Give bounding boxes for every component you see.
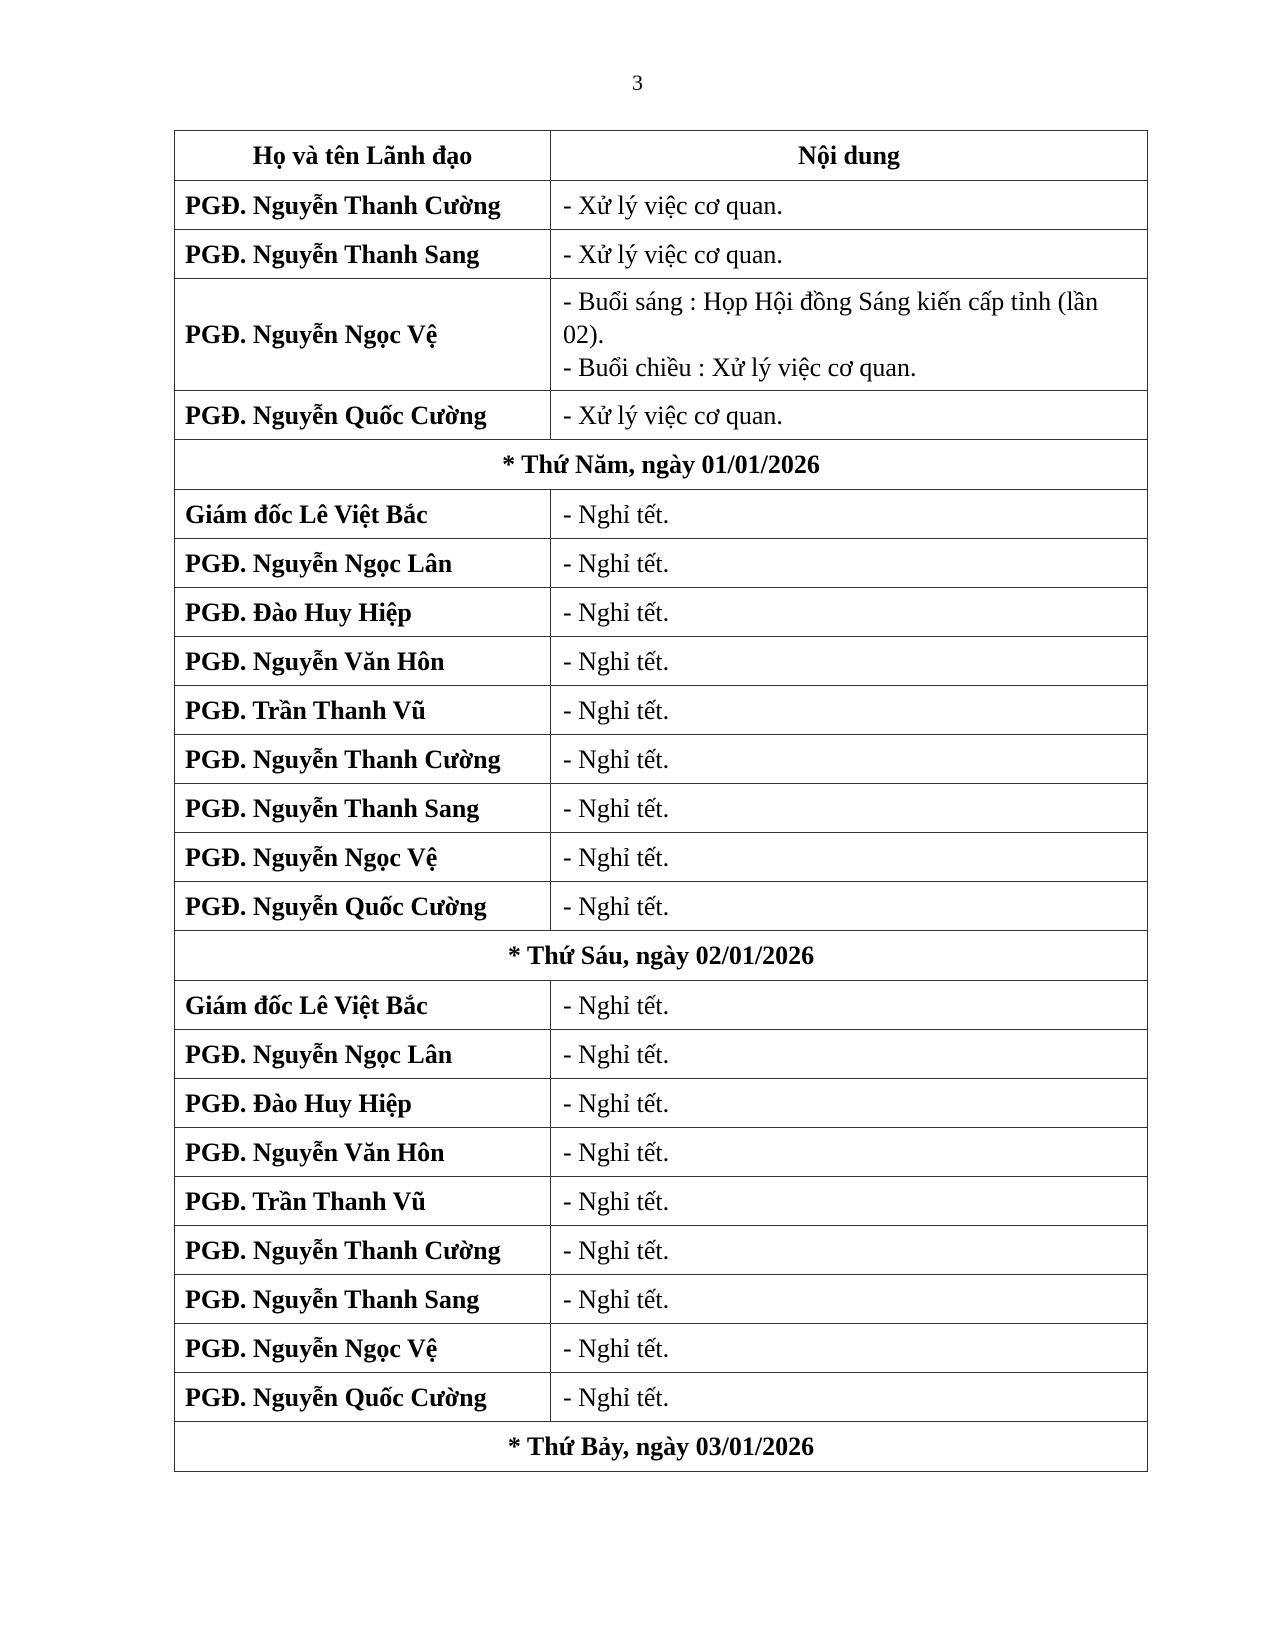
schedule-content xyxy=(551,279,1148,391)
page-number: 3 xyxy=(632,70,643,95)
content-line: - Nghỉ tết. xyxy=(563,1088,670,1118)
table-row xyxy=(175,1226,1148,1275)
schedule-content xyxy=(551,981,1148,1030)
table-row xyxy=(175,1373,1148,1422)
schedule-content xyxy=(551,539,1148,588)
schedule-content xyxy=(551,1324,1148,1373)
leader-name: PGĐ. Nguyễn Ngọc Vệ xyxy=(175,833,551,882)
table-row xyxy=(175,833,1148,882)
content-line: - Nghỉ tết. xyxy=(563,548,670,578)
table-row xyxy=(175,686,1148,735)
leader-name: PGĐ. Nguyễn Thanh Sang xyxy=(175,1275,551,1324)
content-line: - Xử lý việc cơ quan. xyxy=(563,239,783,269)
schedule-content xyxy=(551,833,1148,882)
schedule-content xyxy=(551,230,1148,279)
table-row xyxy=(175,1177,1148,1226)
table-row xyxy=(175,1030,1148,1079)
day-title: * Thứ Năm, ngày 01/01/2026 xyxy=(175,440,1148,490)
leader-name: PGĐ. Trần Thanh Vũ xyxy=(175,1177,551,1226)
day-title: * Thứ Bảy, ngày 03/01/2026 xyxy=(175,1422,1148,1472)
leader-name: PGĐ. Nguyễn Văn Hôn xyxy=(175,637,551,686)
day-title: * Thứ Sáu, ngày 02/01/2026 xyxy=(175,931,1148,981)
schedule-content xyxy=(551,637,1148,686)
leader-name: PGĐ. Nguyễn Quốc Cường xyxy=(175,391,551,440)
schedule-content xyxy=(551,1030,1148,1079)
schedule-content xyxy=(551,1177,1148,1226)
table-row xyxy=(175,181,1148,230)
leader-name: PGĐ. Nguyễn Thanh Sang xyxy=(175,784,551,833)
table-row xyxy=(175,588,1148,637)
table-row xyxy=(175,279,1148,391)
leader-name: PGĐ. Nguyễn Thanh Cường xyxy=(175,735,551,784)
schedule-content xyxy=(551,882,1148,931)
leader-name: PGĐ. Đào Huy Hiệp xyxy=(175,588,551,637)
leader-name: PGĐ. Nguyễn Quốc Cường xyxy=(175,1373,551,1422)
content-line: - Nghỉ tết. xyxy=(563,990,670,1020)
day-header-row xyxy=(175,1422,1148,1472)
content-line: - Nghỉ tết. xyxy=(563,1333,670,1363)
table-row xyxy=(175,539,1148,588)
day-header-row xyxy=(175,931,1148,981)
schedule-content xyxy=(551,1275,1148,1324)
leader-name: PGĐ. Nguyễn Ngọc Lân xyxy=(175,539,551,588)
content-line: - Nghỉ tết. xyxy=(563,646,670,676)
schedule-content xyxy=(551,1226,1148,1275)
table-row xyxy=(175,1275,1148,1324)
leader-name: PGĐ. Nguyễn Ngọc Vệ xyxy=(175,279,551,391)
schedule-content xyxy=(551,784,1148,833)
content-line: - Nghỉ tết. xyxy=(563,1284,670,1314)
leader-name: PGĐ. Nguyễn Thanh Cường xyxy=(175,181,551,230)
leader-name: PGĐ. Nguyễn Thanh Cường xyxy=(175,1226,551,1275)
leader-name: PGĐ. Nguyễn Văn Hôn xyxy=(175,1128,551,1177)
schedule-content xyxy=(551,1128,1148,1177)
table-row xyxy=(175,230,1148,279)
schedule-table xyxy=(174,130,1148,1472)
content-line: - Buổi chiều : Xử lý việc cơ quan. xyxy=(563,353,917,382)
content-line: - Nghỉ tết. xyxy=(563,499,670,529)
table-row xyxy=(175,1324,1148,1373)
content-line: - Nghỉ tết. xyxy=(563,1137,670,1167)
header-content: Nội dung xyxy=(551,131,1148,181)
table-row xyxy=(175,981,1148,1030)
schedule-content xyxy=(551,1079,1148,1128)
leader-name: PGĐ. Nguyễn Ngọc Vệ xyxy=(175,1324,551,1373)
table-header-row xyxy=(175,131,1148,181)
table-row xyxy=(175,882,1148,931)
table-row xyxy=(175,735,1148,784)
content-line: - Nghỉ tết. xyxy=(563,1039,670,1069)
content-line: - Nghỉ tết. xyxy=(563,744,670,774)
content-line: - Nghỉ tết. xyxy=(563,793,670,823)
content-line: - Xử lý việc cơ quan. xyxy=(563,400,783,430)
content-line: - Nghỉ tết. xyxy=(563,1382,670,1412)
content-line: - Buổi sáng : Họp Hội đồng Sáng kiến cấp tỉnh (lần 02). xyxy=(563,287,1099,349)
schedule-content xyxy=(551,588,1148,637)
table-row xyxy=(175,637,1148,686)
leader-name: Giám đốc Lê Việt Bắc xyxy=(175,981,551,1030)
leader-name: Giám đốc Lê Việt Bắc xyxy=(175,490,551,539)
schedule-content xyxy=(551,181,1148,230)
table-row xyxy=(175,784,1148,833)
table-row xyxy=(175,1079,1148,1128)
schedule-content xyxy=(551,1373,1148,1422)
table-row xyxy=(175,1128,1148,1177)
content-line: - Nghỉ tết. xyxy=(563,842,670,872)
table-row xyxy=(175,490,1148,539)
leader-name: PGĐ. Nguyễn Thanh Sang xyxy=(175,230,551,279)
leader-name: PGĐ. Nguyễn Ngọc Lân xyxy=(175,1030,551,1079)
schedule-content xyxy=(551,686,1148,735)
day-header-row xyxy=(175,440,1148,490)
table-row xyxy=(175,391,1148,440)
header-leader-name: Họ và tên Lãnh đạo xyxy=(175,131,551,181)
content-line: - Nghỉ tết. xyxy=(563,1186,670,1216)
schedule-content xyxy=(551,490,1148,539)
leader-name: PGĐ. Nguyễn Quốc Cường xyxy=(175,882,551,931)
content-line: - Nghỉ tết. xyxy=(563,597,670,627)
schedule-body xyxy=(175,181,1148,1472)
schedule-content xyxy=(551,391,1148,440)
content-line: - Nghỉ tết. xyxy=(563,1235,670,1265)
content-line: - Nghỉ tết. xyxy=(563,695,670,725)
content-line: - Xử lý việc cơ quan. xyxy=(563,190,783,220)
leader-name: PGĐ. Trần Thanh Vũ xyxy=(175,686,551,735)
leader-name: PGĐ. Đào Huy Hiệp xyxy=(175,1079,551,1128)
schedule-content xyxy=(551,735,1148,784)
content-line: - Nghỉ tết. xyxy=(563,891,670,921)
